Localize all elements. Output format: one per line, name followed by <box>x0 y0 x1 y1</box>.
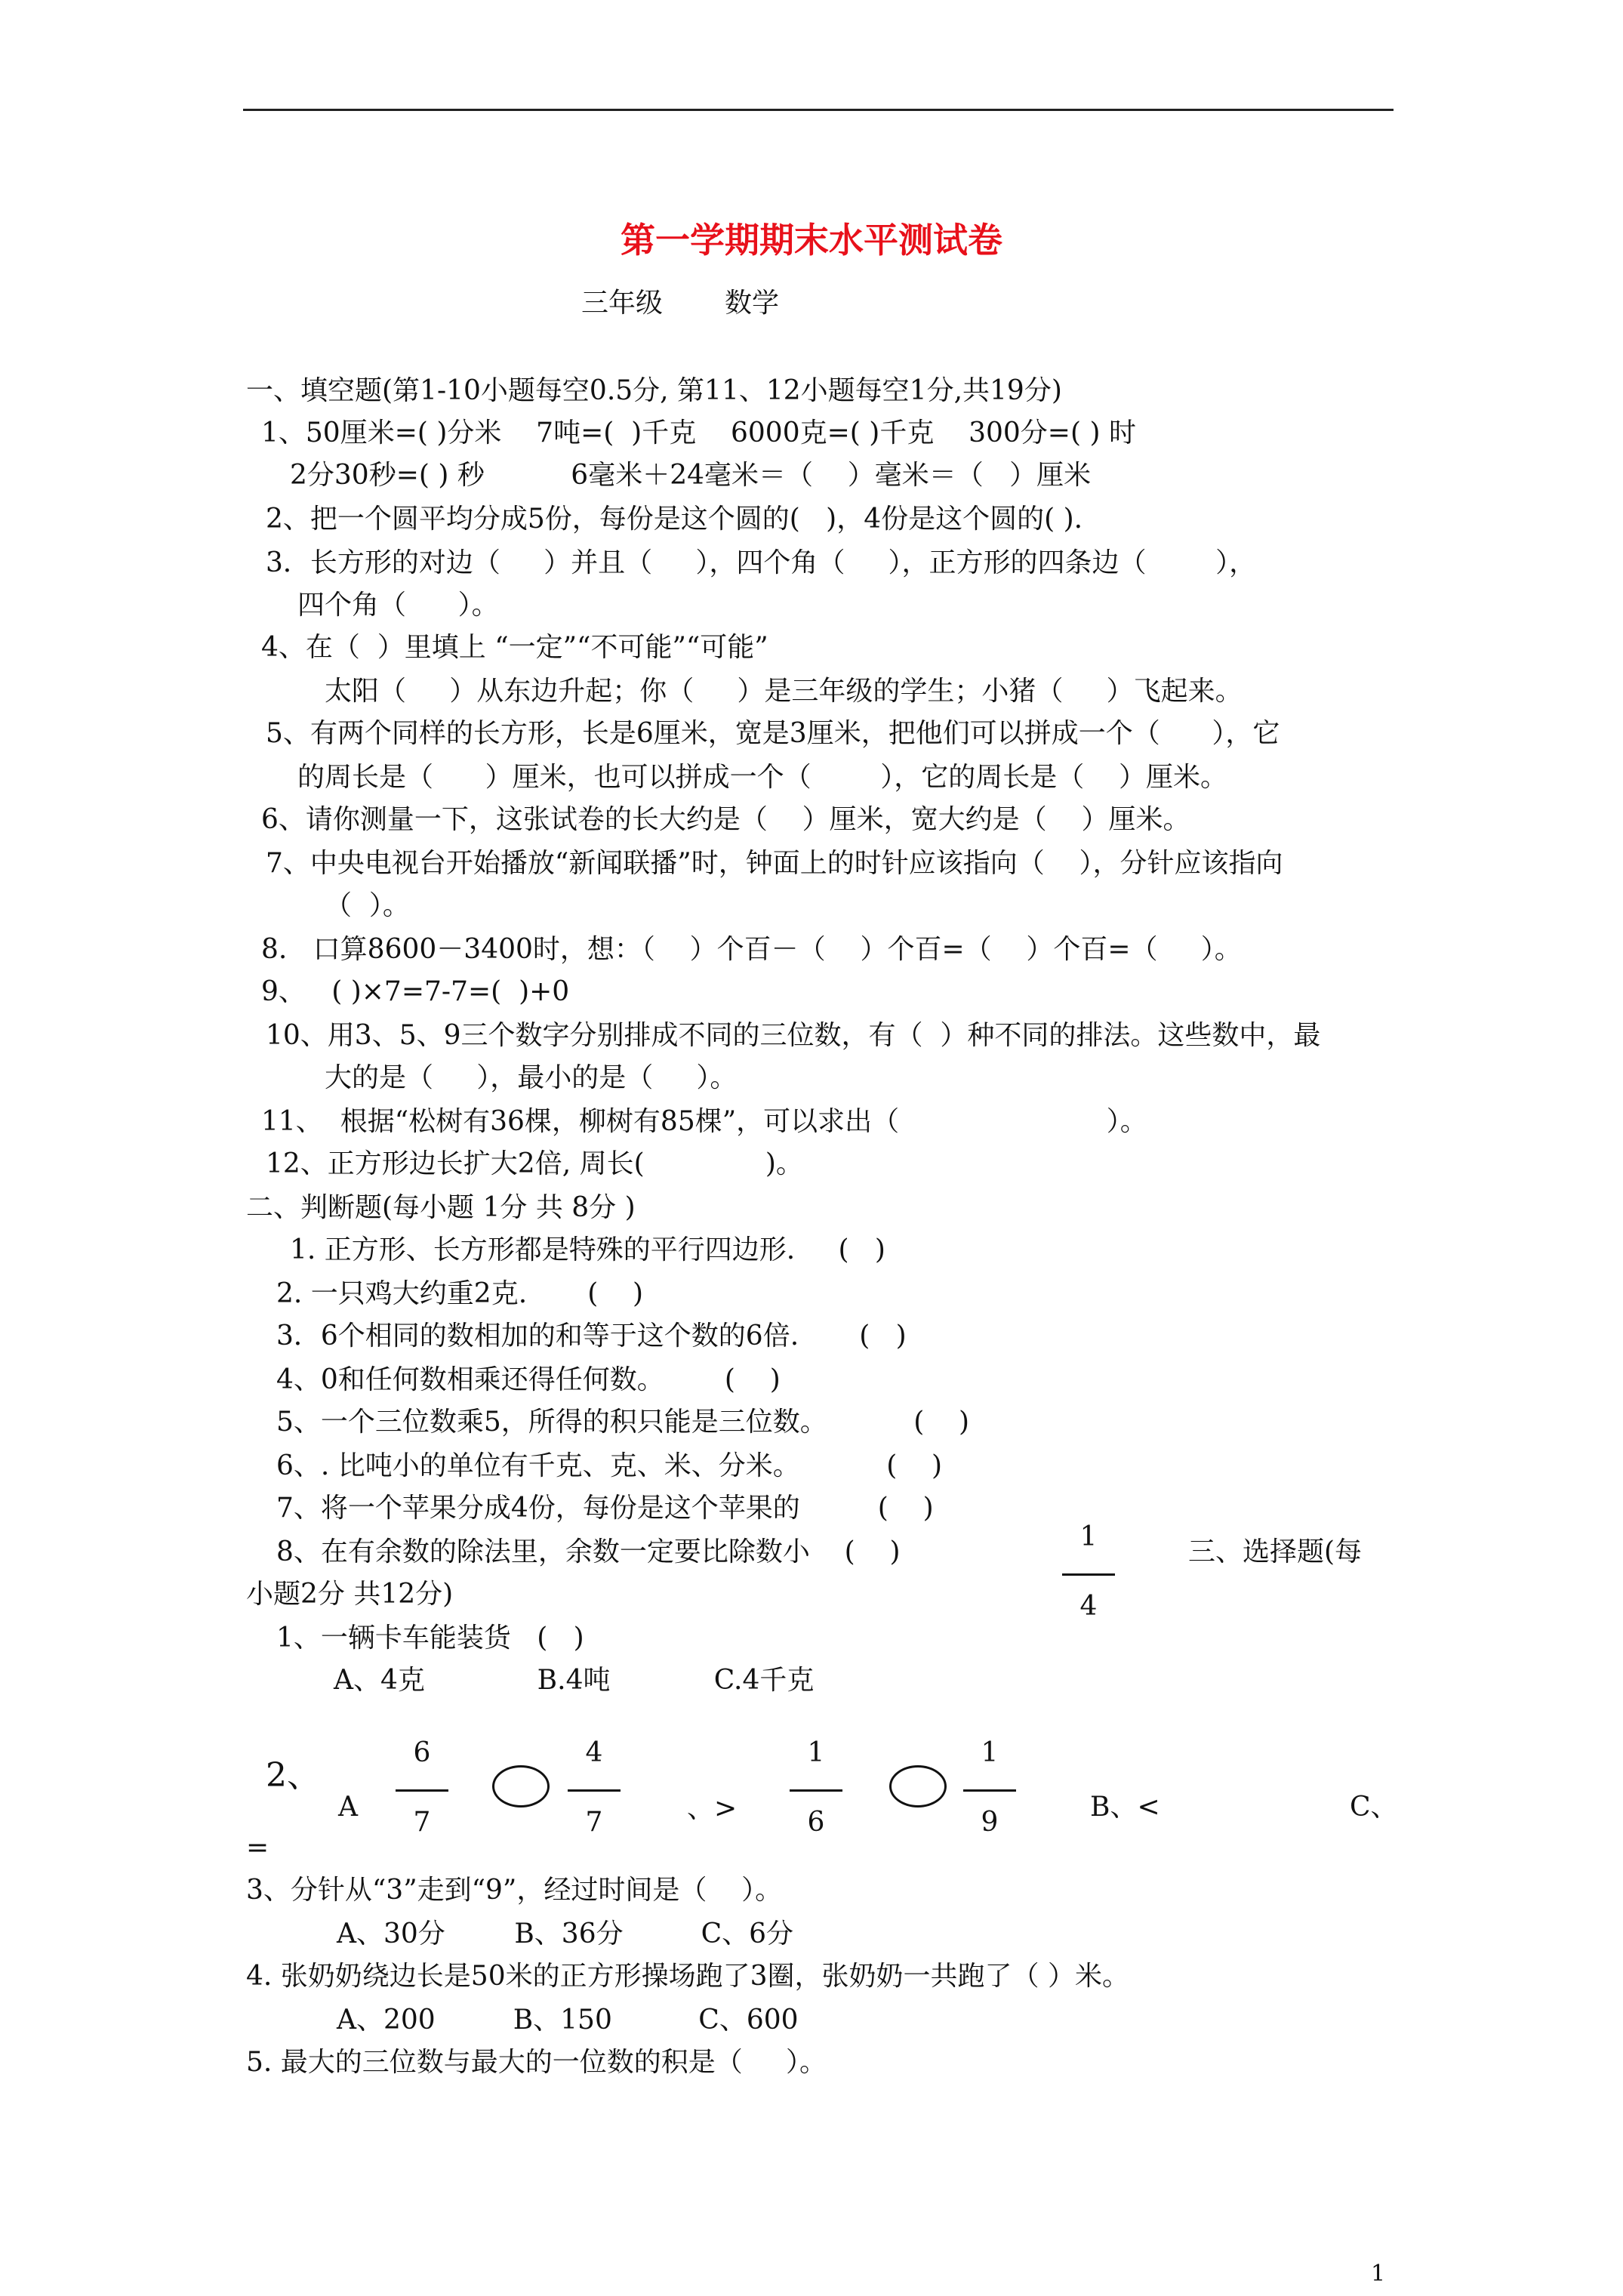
subject-label: 数学 <box>725 288 780 319</box>
question-4b: 太阳（ ）从东边升起；你（ ）是三年级的学生；小猪（ ）飞起来。 <box>325 676 1243 707</box>
judge-8: 8、在有余数的除法里，余数一定要比除数小 ( ) <box>276 1536 901 1567</box>
exam-title: 第一学期期末水平测试卷 <box>621 220 1002 260</box>
fraction-bar <box>396 1789 448 1792</box>
question-3a: 3．长方形的对边（ ）并且（ ），四个角（ ），正方形的四条边（ ）， <box>266 547 1257 578</box>
fraction-denominator: 9 <box>981 1807 999 1838</box>
judge-4: 4、0和任何数相乘还得任何数。 ( ) <box>276 1364 781 1395</box>
question-3b: 四个角（ ）。 <box>297 590 499 621</box>
judge-2: 2. 一只鸡大约重2克. ( ) <box>276 1278 644 1309</box>
section3-heading-part1: 三、选择题(每 <box>1188 1536 1363 1567</box>
section1-heading: 一、填空题(第1-10小题每空0.5分, 第11、12小题每空1分,共19分) <box>246 375 1062 406</box>
fraction-numerator: 4 <box>585 1737 603 1768</box>
choice-2-option-a: A <box>338 1792 358 1823</box>
question-6: 6、请你测量一下，这张试卷的长大约是（ ）厘米，宽大约是（ ）厘米。 <box>261 804 1190 835</box>
choice-4: 4. 张奶奶绕边长是50米的正方形操场跑了3圈，张奶奶一共跑了（ ）米。 <box>246 1961 1129 1992</box>
question-7a: 7、中央电视台开始播放“新闻联播”时，钟面上的时针应该指向（ ），分针应该指向 <box>266 848 1283 879</box>
comparison-circle[interactable] <box>492 1765 550 1808</box>
fraction-denominator: 7 <box>585 1807 603 1838</box>
judge-5: 5、一个三位数乘5，所得的积只能是三位数。 ( ) <box>276 1407 970 1438</box>
question-7b: （ ）。 <box>325 890 410 921</box>
fraction-denominator: 7 <box>413 1807 431 1838</box>
question-8: 8. 口算8600－3400时，想：（ ）个百－（ ）个百=（ ）个百=（ ）。 <box>261 934 1242 965</box>
choice-2-option-c: C、 <box>1350 1792 1398 1823</box>
page-number: 1 <box>1371 2261 1386 2287</box>
fraction-numerator: 1 <box>807 1737 825 1768</box>
judge-6: 6、. 比吨小的单位有千克、克、米、分米。 ( ) <box>276 1450 943 1481</box>
question-9: 9、 ( )×7=7-7=( )+0 <box>261 976 570 1007</box>
question-5b: 的周长是（ ）厘米，也可以拼成一个（ ），它的周长是（ ）厘米。 <box>297 762 1227 793</box>
choice-2-option-b: B、< <box>1090 1792 1160 1823</box>
section2-heading: 二、判断题(每小题 1分 共 8分 ) <box>246 1192 636 1223</box>
question-2: 2、把一个圆平均分成5份，每份是这个圆的( )，4份是这个圆的( ). <box>266 504 1083 535</box>
choice-4-options: A、200 B、150 C、600 <box>337 2005 799 2036</box>
choice-3-options: A、30分 B、36分 C、6分 <box>337 1918 794 1949</box>
fraction-bar <box>568 1789 621 1792</box>
question-10b: 大的是（ ），最小的是（ ）。 <box>325 1062 738 1093</box>
fraction-numerator: 6 <box>413 1737 431 1768</box>
choice-2-equals: = <box>246 1832 269 1863</box>
question-1a: 1、50厘米=( )分米 7吨=( )千克 6000克=( )千克 300分=( ) 时 <box>261 418 1136 448</box>
choice-1-options: A、4克 B.4吨 C.4千克 <box>334 1665 815 1696</box>
fraction-bar <box>963 1789 1016 1792</box>
fraction-numerator: 1 <box>981 1737 999 1768</box>
choice-3: 3、分针从“3”走到“9”，经过时间是（ ）。 <box>246 1875 783 1906</box>
judge-1: 1. 正方形、长方形都是特殊的平行四边形. ( ) <box>290 1234 885 1265</box>
choice-2-separator: 、> <box>687 1793 738 1824</box>
fraction-bar <box>1062 1573 1115 1576</box>
choice-5: 5. 最大的三位数与最大的一位数的积是（ ）。 <box>246 2047 827 2078</box>
header-rule <box>243 109 1394 111</box>
choice-1: 1、一辆卡车能装货 ( ) <box>276 1623 584 1653</box>
comparison-circle[interactable] <box>889 1765 947 1808</box>
choice-2-number: 2、 <box>266 1756 320 1795</box>
grade-label: 三年级 <box>581 288 664 319</box>
question-5a: 5、有两个同样的长方形，长是6厘米，宽是3厘米，把他们可以拼成一个（ ），它 <box>266 718 1280 749</box>
question-1b: 2分30秒=( ) 秒 6毫米＋24毫米＝（ ）毫米＝（ ）厘米 <box>290 460 1092 491</box>
question-12: 12、正方形边长扩大2倍, 周长( )。 <box>266 1148 803 1179</box>
judge-3: 3．6个相同的数相加的和等于这个数的6倍. ( ) <box>276 1321 907 1351</box>
fraction-numerator: 1 <box>1079 1521 1098 1552</box>
question-11: 11、 根据“松树有36棵，柳树有85棵”，可以求出（ ）。 <box>261 1106 1147 1137</box>
fraction-denominator: 6 <box>807 1807 825 1838</box>
section3-heading-part2: 小题2分 共12分) <box>246 1579 454 1610</box>
question-10a: 10、用3、5、9三个数字分别排成不同的三位数，有（ ）种不同的排法。这些数中，最 <box>266 1020 1321 1051</box>
question-4a: 4、在（ ）里填上 “一定”“不可能”“可能” <box>261 632 768 663</box>
fraction-denominator: 4 <box>1079 1591 1098 1622</box>
fraction-bar <box>790 1789 842 1792</box>
judge-7: 7、将一个苹果分成4份，每份是这个苹果的 ( ) <box>276 1493 934 1524</box>
